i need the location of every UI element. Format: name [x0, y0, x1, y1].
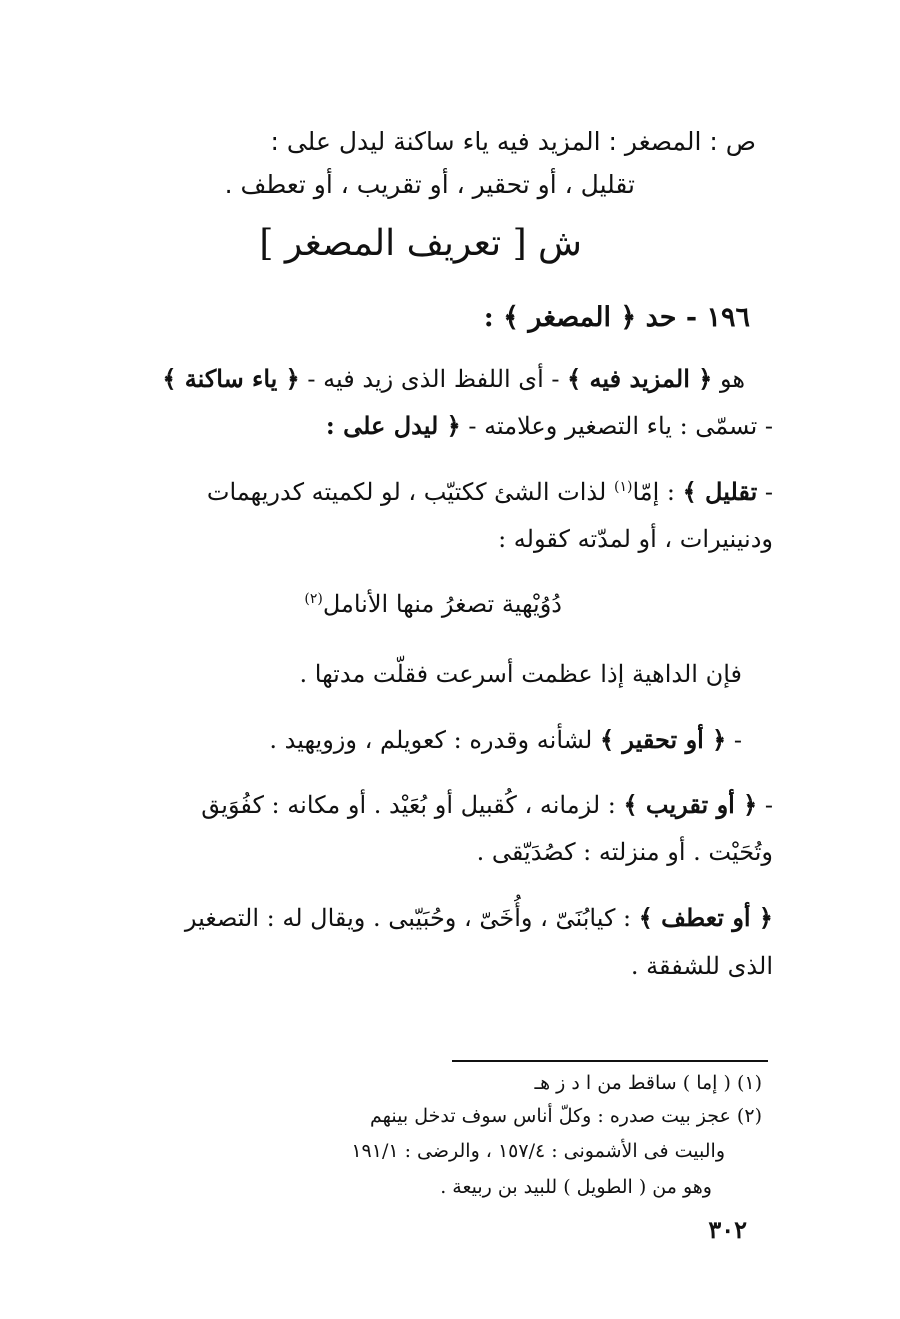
footnote-1: (١) ( إما ) ساقط من ا د ز هـ	[534, 1072, 762, 1094]
verse-line	[304, 590, 562, 619]
para5-line1	[201, 791, 773, 820]
term-taqrib: ﴿ أو تقريب ﴾	[623, 790, 758, 819]
page-number: ٣٠٢	[708, 1215, 747, 1244]
footnote-divider	[452, 1060, 768, 1062]
para4-text: لشأنه وقدره : كعويلم ، وزويهيد .	[269, 726, 593, 754]
para1-line2	[326, 412, 773, 441]
para4-line	[269, 726, 742, 755]
para1-prefix: هو	[719, 365, 745, 393]
footnote-ref-2: (٢)	[304, 591, 323, 607]
para6-text: : كيابُنَىّ ، وأُخَىّ ، وحُبَيّبى . ويقال له : التصغير	[184, 904, 632, 932]
footnote-ref-1: (١)	[613, 479, 633, 495]
para3-line: فإن الداهية إذا عظمت أسرعت فقلّت مدتها .	[299, 660, 742, 688]
footnote-2-cont-2: وهو من ( الطويل ) للبيد بن ربيعة .	[440, 1176, 712, 1198]
para5-dash: -	[764, 791, 773, 819]
term-mazid-fihi: ﴿ المزيد فيه ﴾	[567, 364, 713, 393]
term-li-yadulla: ﴿ ليدل على :	[325, 411, 461, 440]
para6-line2: الذى للشفقة .	[630, 952, 773, 980]
para4-dash: -	[733, 726, 742, 754]
para2-text-b: لذات الشئ ككتيّب ، لو لكميته كدريهمات	[206, 478, 607, 506]
footnote-2-cont-1: والبيت فى الأشمونى : ١٥٧/٤ ، والرضى : ١٩١/١	[351, 1140, 725, 1162]
para2-line1	[207, 478, 773, 507]
para1-explanation: - أى اللفظ الذى زيد فيه -	[307, 365, 560, 393]
para6-line1	[185, 904, 773, 933]
matn-line-1: ص : المصغر : المزيد فيه ياء ساكنة ليدل على :	[270, 127, 756, 156]
term-ya-sakina: ﴿ ياء ساكنة ﴾	[162, 364, 300, 393]
term-taattuf: ﴿ أو تعطف ﴾	[638, 903, 773, 932]
section-heading: ١٩٦ - حد ﴿ المصغر ﴾ :	[483, 302, 750, 333]
para5-text: : لزمانه ، كُقبيل أو بُعَيْد . أو مكانه : كفُوَيق	[201, 791, 616, 819]
footnote-2: (٢) عجز بيت صدره : وكلّ أناس سوف تدخل بينهم	[370, 1105, 762, 1127]
para5-line2: وتُحَيْت . أو منزلته : كصُدَيّقى .	[476, 838, 773, 866]
term-tahqir: ﴿ أو تحقير ﴾	[600, 725, 727, 754]
para1-line2-text: - تسمّى : ياء التصغير وعلامته -	[468, 412, 773, 440]
matn-line-2: تقليل ، أو تحقير ، أو تقريب ، أو تعطف .	[224, 170, 635, 199]
verse-text: دُوُيْهية تصغرُ منها الأنامل	[322, 590, 562, 618]
para2-text-a: : إمّا	[632, 478, 675, 506]
para2-line2: ودنينيرات ، أو لمدّته كقوله :	[498, 525, 773, 553]
section-title: ش [ تعريف المصغر ]	[259, 223, 582, 264]
para1-line1	[162, 365, 745, 394]
term-taqlil: تقليل ﴾	[682, 477, 758, 506]
para2-dash: -	[764, 478, 773, 506]
